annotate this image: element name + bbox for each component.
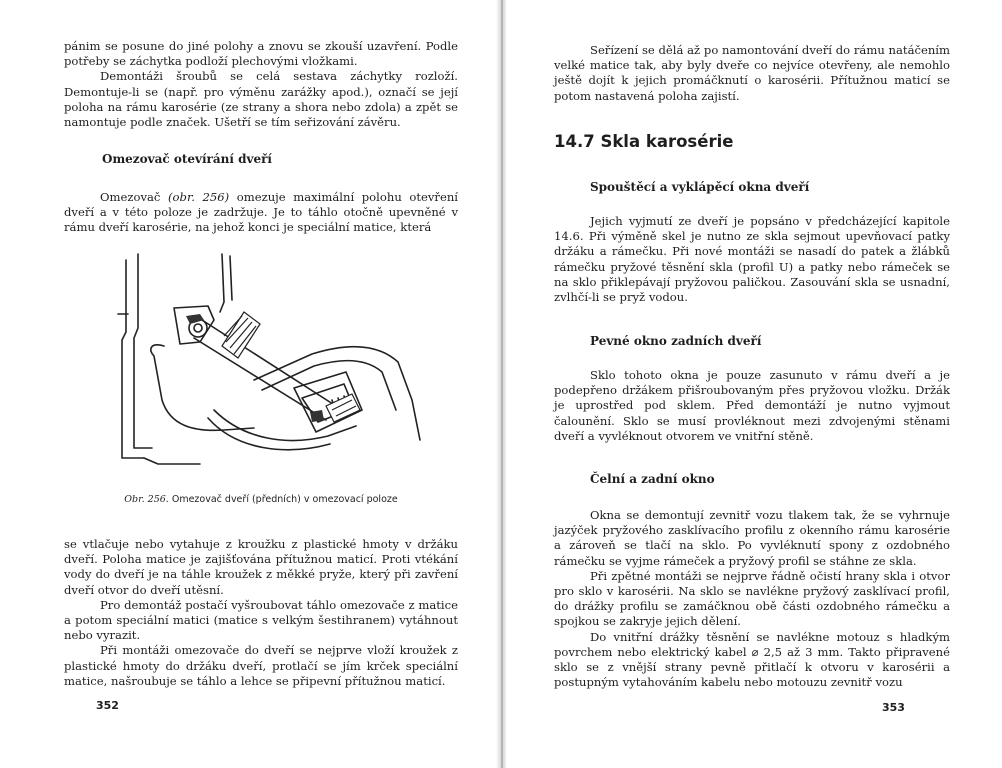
- left-paragraph-5: Pro demontáž postačí vyšroubovat táhlo omezovače z matice a potom speciální matici (matice s velkým šestihranem) vytáhnout nebo vyrazit.: [64, 597, 458, 643]
- frame-upright-2: [230, 256, 232, 300]
- page-number-right: 353: [882, 701, 905, 714]
- right-page: [506, 0, 1002, 768]
- right-paragraph-3: Sklo tohoto okna je pouze zasunuto v rámu dveří a je podepřeno držákem přišroubovaným přes pryžovou vložku. Držák je uprostřed pod sklem. Před demontáží je nutno vyjmout čalounění. Sklo se musí provléknout mezi zdvojenými stěnami dveří a vyvléknout otvorem ve vnitřní stěně.: [554, 368, 950, 443]
- para3-rest: omezuje maximální polohu otevření dveří a v této poloze je zadržuje. Je to táhlo otočně upevněné v rámu dveří karosérie, na jehož konci je speciální matice, která: [64, 190, 459, 235]
- right-paragraph-6: Do vnitřní drážky těsnění se navlékne motouz s hladkým povrchem nebo elektrický kabel ⌀ 2,5 až 3 mm. Takto připravené sklo se z vnější strany pevně přitlačí k otvoru v karosérii a postupným vytahováním kabelu nebo motouzu zevnitř vozu: [554, 629, 950, 690]
- door-limiter-figure: [104, 250, 434, 478]
- left-text-mid: [64, 190, 458, 236]
- caption-text: Omezovač dveří (předních) v omezovací poloze: [168, 494, 398, 505]
- chapter-title: 14.7 Skla karosérie: [554, 132, 734, 151]
- special-nut: [326, 394, 360, 422]
- frame-bottom-link: [144, 458, 200, 464]
- right-text-3: [554, 368, 950, 444]
- holder-fill: [310, 410, 324, 422]
- page-number-left: 352: [96, 699, 119, 712]
- left-heading-block: [64, 152, 458, 167]
- rubber-ring: [222, 312, 260, 358]
- right-paragraph-5: Při zpětné montáži se nejprve řádně očistí hrany skla i otvor pro sklo v karosérii. Na sklo se navlékne pryžový zasklívací profil, do drážky profilu se zamáčknou obě části ozdobného rámečku a spojkou se zakryje jejich dělení.: [554, 568, 950, 629]
- caption-figure-number: Obr. 256.: [124, 494, 169, 505]
- left-paragraph-6: Při montáži omezovače do dveří se nejprve vloží kroužek z plastické hmoty do držáku dveří, protlačí se jím krček speciální matice, našroubuje se táhlo a lehce se připevní přítužnou maticí.: [64, 643, 458, 688]
- section-heading-windows: Spouštěcí a vyklápěcí okna dveří: [590, 180, 810, 194]
- right-heading-3-block: [554, 472, 950, 487]
- para3-start: Omezovač: [100, 190, 169, 204]
- section-heading-fixed-window: Pevné okno zadních dveří: [590, 334, 762, 348]
- right-text-top: [554, 43, 950, 104]
- left-paragraph-2: Demontáži šroubů se celá sestava záchytky rozloží. Demontuje-li se (např. pro výměnu zarážky apod.), označí se její poloha na rámu karosérie (ze strany a shora nebo zdola) a zpět se namontuje podle značek. Ušetří se tím seřizování závěru.: [64, 69, 458, 130]
- left-page: [0, 0, 498, 768]
- right-text-4: [554, 508, 950, 690]
- right-heading-2-block: [554, 334, 950, 349]
- left-text-bottom: [64, 537, 458, 689]
- pivot-pin-inner: [194, 324, 202, 332]
- section-heading-front-rear-window: Čelní a zadní okno: [590, 472, 715, 486]
- figure-caption: [64, 492, 458, 507]
- right-heading-1-block: [554, 180, 950, 195]
- figure-reference: (obr. 256): [168, 190, 230, 204]
- right-paragraph-2: Jejich vyjmutí ze dveří je popsáno v předcházející kapitole 14.6. Při výměně skel je nutno ze skla sejmout upevňovací patky držáku a rámečku. Při nové montáži se nasadí do patek a žlábků rámečku pryžové těsnění skla (profil U) a patky nebo rámeček se na sklo přiklepávají pryžovou paličkou. Zasouvání skla se usnadní, zvlhčí-li se pryž vodou.: [554, 214, 950, 305]
- door-frame-inner: [134, 254, 152, 448]
- door-frame-outer: [122, 260, 144, 458]
- right-paragraph-4: Okna se demontují zevnitř vozu tlakem tak, že se vyhrnuje jazýček pryžového zasklívacího profilu z okenního rámu karosérie a zároveň se tlačí na sklo. Po vyvléknutí spony z ozdobného rámečku se vyjme rámeček a pryžový profil se stáhne ze skla.: [554, 508, 950, 568]
- right-paragraph-1: Seřízení se dělá až po namontování dveří do rámu natáčením velké matice tak, aby byly dveře co nejvíce otevřeny, ale nemohlo ještě dojít k jejich promáčknutí o karosérii. Přítužnou maticí se potom nastavená poloha zajistí.: [554, 43, 950, 103]
- pivot-bracket-fill: [186, 314, 204, 324]
- chapter-heading-block: [554, 132, 950, 151]
- limiter-rod-lower: [194, 338, 326, 420]
- frame-upright: [220, 254, 224, 312]
- right-text-2: [554, 214, 950, 305]
- left-paragraph-4: se vtlačuje nebo vytahuje z kroužku z plastické hmoty v držáku dveří. Poloha matice je zajišťována přítužnou maticí. Proti vtékání vody do dveří je na táhle kroužek z měkké pryže, který při zavření dveří otvor do dveří utěsní.: [64, 537, 458, 597]
- left-paragraph-1: pánim se posune do jiné polohy a znovu se zkouší uzavření. Podle potřeby se záchytka podloží plechovými vložkami.: [64, 39, 458, 69]
- left-text-top: [64, 39, 458, 130]
- section-heading-door-limiter: Omezovač otevírání dveří: [102, 152, 272, 166]
- left-paragraph-3: [64, 190, 458, 236]
